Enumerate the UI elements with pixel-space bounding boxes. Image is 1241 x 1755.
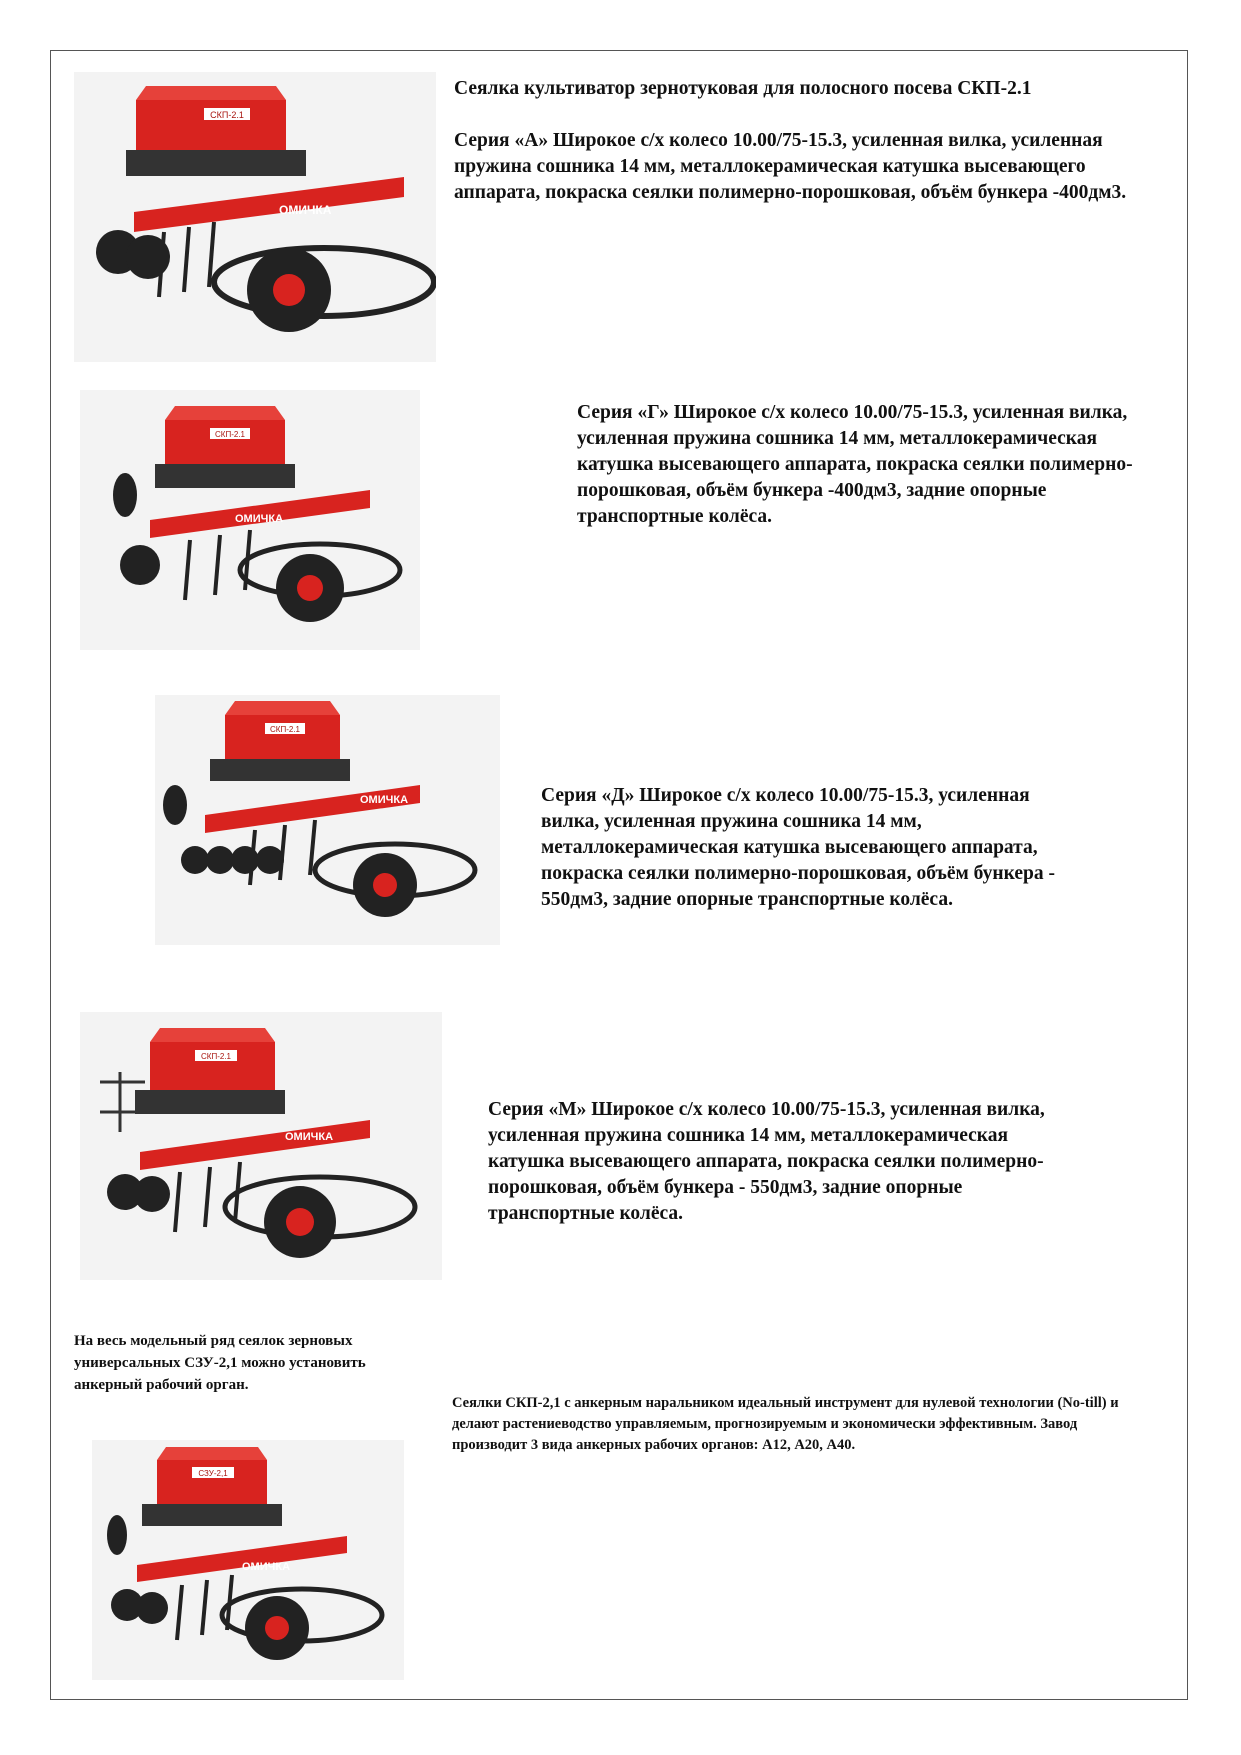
seeder-photo-series-m	[80, 1012, 442, 1280]
seeder-illustration	[74, 72, 436, 362]
series-g-block	[577, 400, 1157, 530]
seeder-photo-series-g	[80, 390, 420, 650]
anchor-note-text: На весь модельный ряд сеялок зерновых универсальных СЗУ-2,1 можно установить анкерный рабочий орган.	[74, 1333, 366, 1393]
brand-label: ОМИЧКА	[235, 513, 284, 525]
anchor-note-left	[74, 1330, 374, 1396]
seeder-illustration	[92, 1440, 404, 1680]
seeder-illustration	[80, 390, 420, 650]
series-m-description: Серия «М» Широкое с/х колесо 10.00/75-15.3, усиленная вилка, усиленная пружина сошника 14 мм, металлокерамическая катушка высевающего аппарата, покраска сеялки полимерно-порошковая, объём бункера - 550дм3, задние опорные транспортные колёса.	[488, 1099, 1045, 1224]
seeder-photo-series-a	[74, 72, 436, 362]
seeder-photo-szu	[92, 1440, 404, 1680]
series-g-description: Серия «Г» Широкое с/х колесо 10.00/75-15.3, усиленная вилка, усиленная пружина сошника 14 мм, металлокерамическая катушка высевающего аппарата, покраска сеялки полимерно-порошковая, объём бункера -400дм3, задние опорные транспортные колёса.	[577, 402, 1133, 527]
seeder-photo-series-d	[155, 695, 500, 945]
series-d-description: Серия «Д» Широкое с/х колесо 10.00/75-15.3, усиленная вилка, усиленная пружина сошника 14 мм, металлокерамическая катушка высевающего аппарата, покраска сеялки полимерно-порошковая, объём бункера - 550дм3, задние опорные транспортные колёса.	[541, 785, 1056, 910]
page-title: Сеялка культиватор зернотуковая для полосного посева СКП-2.1	[454, 78, 1032, 99]
series-a-block	[454, 76, 1154, 206]
series-a-description: Серия «А» Широкое с/х колесо 10.00/75-15.3, усиленная вилка, усиленная пружина сошника 14 мм, металлокерамическая катушка высевающего аппарата, покраска сеялки полимерно-порошковая, объём бункера -400дм3.	[454, 130, 1127, 203]
series-m-block	[488, 1097, 1048, 1227]
seeder-illustration	[80, 1012, 442, 1280]
brand-label: ОМИЧКА	[242, 1561, 291, 1573]
seeder-illustration	[155, 695, 500, 945]
hopper-label: СЗУ-2,1	[198, 1469, 228, 1478]
brand-label: ОМИЧКА	[285, 1131, 334, 1143]
brand-label: ОМИЧКА	[279, 203, 332, 217]
hopper-label: СКП-2.1	[201, 1052, 231, 1061]
anchor-note-right	[452, 1393, 1142, 1456]
brand-label: ОМИЧКА	[360, 794, 409, 806]
hopper-label: СКП-2.1	[215, 430, 245, 439]
series-d-block	[541, 783, 1081, 913]
no-till-note-text: Сеялки СКП-2,1 с анкерным наральником идеальный инструмент для нулевой технологии (No-till) и делают растениеводство управляемым, прогнозируемым и экономически эффективным. Завод производит 3 вида анкерных рабочих органов: А12, А20, А40.	[452, 1395, 1119, 1453]
hopper-label: СКП-2.1	[210, 110, 244, 120]
hopper-label: СКП-2.1	[270, 725, 300, 734]
